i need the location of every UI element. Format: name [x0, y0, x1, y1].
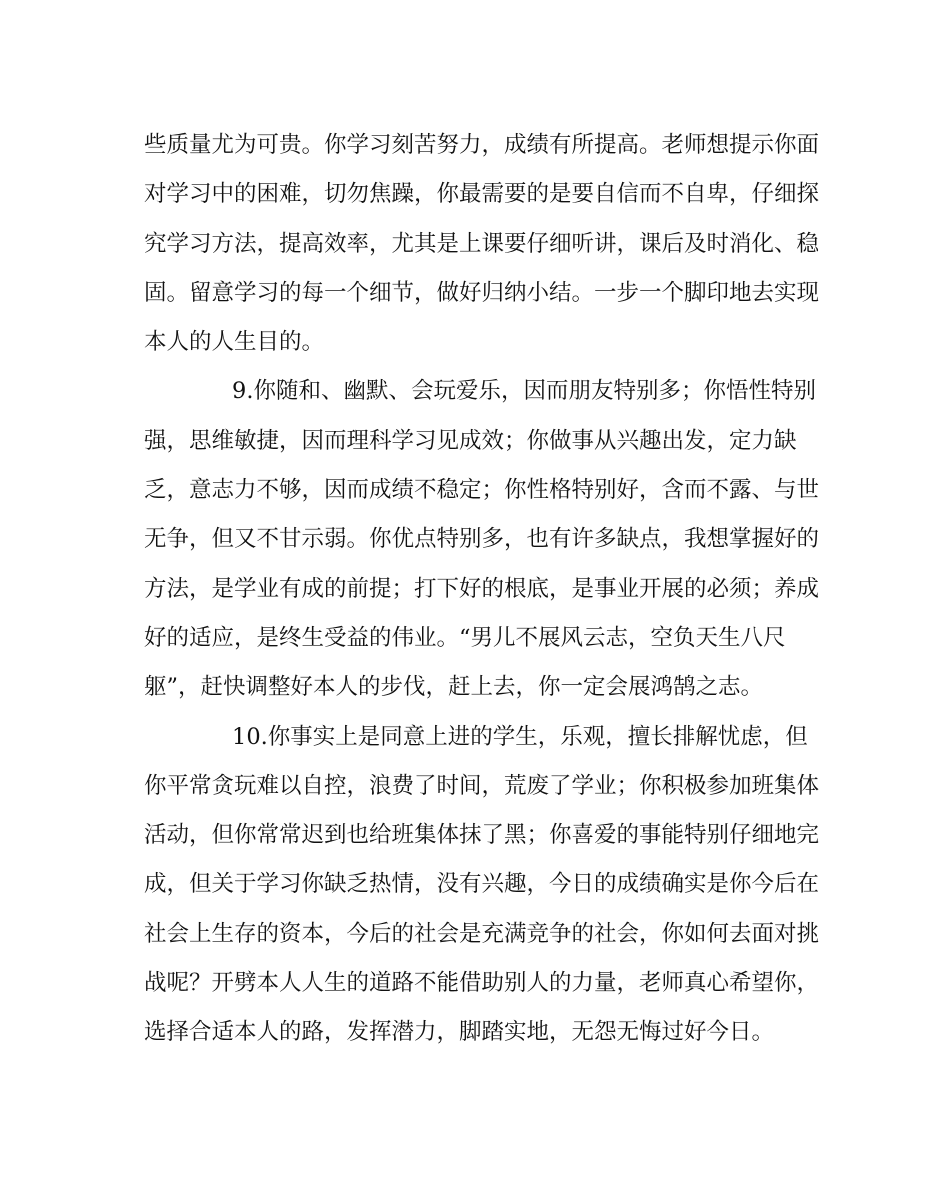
- text-line: 对学习中的困难，切勿焦躁，你最需要的是要自信而不自卑，仔细探: [144, 181, 820, 208]
- text-line: 躯”，赶快调整好本人的步伐，赶上去，你一定会展鸿鹄之志。: [144, 674, 764, 701]
- paragraph-para-9: [144, 372, 830, 706]
- text-line: 社会上生存的资本，今后的社会是充满竞争的社会，你如何去面对挑: [144, 920, 820, 947]
- text-line: 强，思维敏捷，因而理科学习见成效；你做事从兴趣出发，定力缺: [144, 427, 797, 454]
- text-line: 些质量尤为可贵。你学习刻苦努力，成绩有所提高。老师想提示你面: [144, 132, 820, 158]
- text-line: 9.你随和、幽默、会玩爱乐，因而朋友特别多；你悟性特别: [232, 378, 816, 405]
- text-line: 固。留意学习的每一个细节，做好归纳小结。一步一个脚印地去实现: [144, 279, 820, 306]
- paragraph-para-10: [144, 718, 830, 1052]
- text-line: 选择合适本人的路，发挥潜力，脚踏实地，无怨无悔过好今日。: [144, 1019, 775, 1046]
- text-line: 成，但关于学习你缺乏热情，没有兴趣，今日的成绩确实是你今后在: [144, 871, 820, 898]
- text-line: 10.你事实上是同意上进的学生，乐观，擅长排解忧虑，但: [232, 723, 808, 750]
- text-line: 战呢？开劈本人人生的道路不能借助别人的力量，老师真心希望你，: [144, 970, 820, 997]
- text-line: 无争，但又不甘示弱。你优点特别多，也有许多缺点，我想掌握好的: [144, 526, 820, 553]
- text-line: 本人的人生目的。: [144, 329, 325, 356]
- text-line: 方法，是学业有成的前提；打下好的根底，是事业开展的必须；养成: [144, 575, 820, 602]
- document-body: [144, 126, 830, 1063]
- text-line: 乏，意志力不够，因而成绩不稳定；你性格特别好，含而不露、与世: [144, 477, 820, 504]
- text-line: 你平常贪玩难以自控，浪费了时间，荒废了学业；你积极参加班集体: [144, 772, 820, 799]
- paragraph-para-8-cont: [144, 126, 830, 361]
- text-line: 究学习方法，提高效率，尤其是上课要仔细听讲，课后及时消化、稳: [144, 230, 820, 257]
- text-line: 活动，但你常常迟到也给班集体抹了黑；你喜爱的事能特别仔细地完: [144, 822, 820, 849]
- text-line: 好的适应，是终生受益的伟业。“男儿不展风云志，空负天生八尺: [144, 624, 786, 651]
